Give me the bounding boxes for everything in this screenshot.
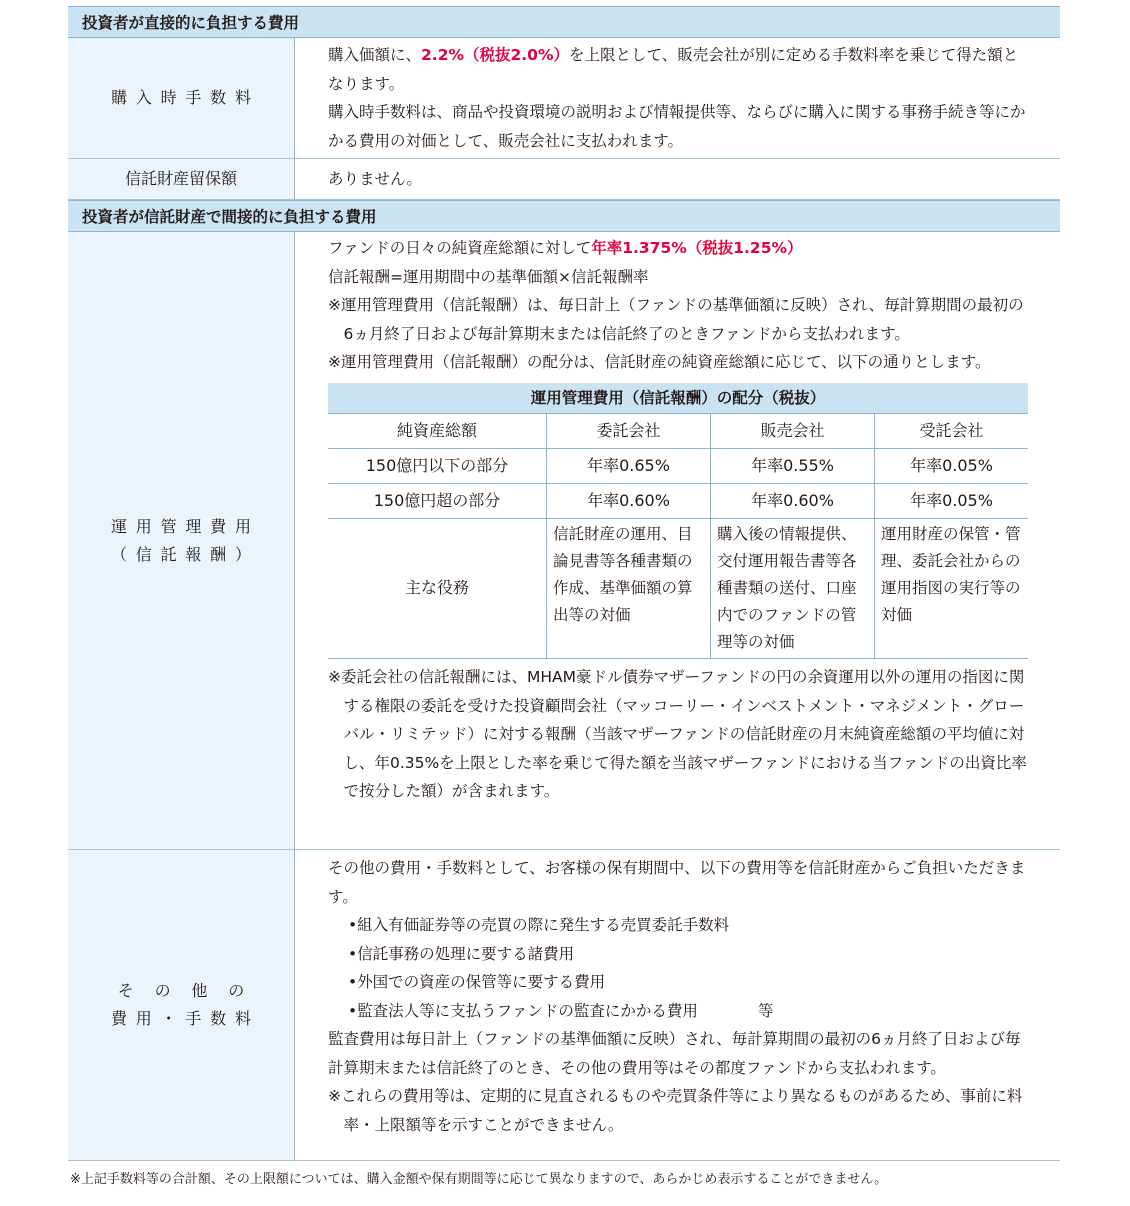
mgmt-fee-note3: ※委託会社の信託報酬には、MHAM豪ドル債券マザーファンドの円の余資運用以外の運用の指図に関する権限の委託を受けた投資顧問会社（マッコーリー・インベストメント・マネジメント・グローバル・リミテッド）に対する報酬（当該マザーファンドの信託財産の月末純資産総額の平均値に対し、年0.35%を上限とした率を乗じて得た額を当該マザーファンドにおける当ファンドの出資比率で按分した額）が含まれます。 <box>328 668 1027 800</box>
col-header: 純資産総額 <box>328 414 547 449</box>
mgmt-fee-formula: 信託報酬=運用期間中の基準価額×信託報酬率 <box>328 267 649 286</box>
purchase-fee-pre: 購入価額に、 <box>328 46 422 64</box>
mgmt-fee-line1 <box>328 234 1030 263</box>
table-cell: 年率0.65% <box>547 449 711 484</box>
allocation-header-row <box>328 414 1028 449</box>
roles-row <box>328 519 1028 659</box>
indirect-cost-header: 投資者が信託財産で間接的に負担する費用 <box>68 200 1060 232</box>
footnote: ※上記手数料等の合計額、その上限額については、購入金額や保有期間等に応じて異なりますので、あらかじめ表示することができません。 <box>70 1172 888 1187</box>
list-item: •監査法人等に支払うファンドの監査にかかる費用 <box>348 1001 698 1020</box>
col-header: 販売会社 <box>711 414 875 449</box>
role-distributor: 購入後の情報提供、交付運用報告書等各種書類の送付、口座内でのファンドの管理等の対価 <box>711 519 875 659</box>
fee-document <box>68 6 1060 1161</box>
etc-text: 等 <box>757 1001 774 1020</box>
roles-label: 主な役務 <box>328 519 547 659</box>
role-trustee: 運用財産の保管・管理、委託会社からの運用指図の実行等の対価 <box>875 519 1029 659</box>
other-fee-content <box>295 850 1060 1160</box>
mgmt-fee-note2: ※運用管理費用（信託報酬）の配分は、信託財産の純資産総額に応じて、以下の通りとします。 <box>328 353 991 371</box>
col-header: 委託会社 <box>547 414 711 449</box>
purchase-fee-rate: 2.2%（税抜2.0%） <box>421 46 569 64</box>
table-cell: 年率0.60% <box>711 484 875 519</box>
other-fee-label-line1: その他の <box>117 981 265 1000</box>
other-fee-row <box>68 850 1060 1161</box>
purchase-fee-row <box>68 38 1060 159</box>
allocation-table <box>328 383 1028 660</box>
purchase-fee-line1 <box>328 41 1030 98</box>
mgmt-fee-label-line1: 運用管理費用 <box>110 516 260 536</box>
col-header: 受託会社 <box>875 414 1029 449</box>
retention-content: ありません。 <box>328 169 422 188</box>
list-item: •外国での資産の保管等に要する費用 <box>348 973 606 991</box>
purchase-fee-label-text: 購入時手数料 <box>110 88 260 107</box>
purchase-fee-post: を上限として、販売会社が別に定める手数料率を乗じて得た額となります。 <box>328 46 1019 93</box>
mgmt-fee-rate: 年率1.375%（税抜1.25%） <box>591 239 803 257</box>
purchase-fee-line2: 購入時手数料は、商品や投資環境の説明および情報提供等、ならびに購入に関する事務手続き等にかかる費用の対価として、販売会社に支払われます。 <box>328 103 1026 150</box>
table-cell: 年率0.60% <box>547 484 711 519</box>
table-cell: 150億円超の部分 <box>328 484 547 519</box>
list-item: •信託事務の処理に要する諸費用 <box>348 944 575 963</box>
other-fee-intro: その他の費用・手数料として、お客様の保有期間中、以下の費用等を信託財産からご負担いただきます。 <box>328 859 1026 906</box>
list-item-audit <box>328 997 1030 1026</box>
mgmt-fee-label-line2: （信託報酬） <box>110 544 260 564</box>
table-cell: 年率0.55% <box>711 449 875 484</box>
mgmt-fee-content <box>295 232 1060 849</box>
mgmt-fee-pre: ファンドの日々の純資産総額に対して <box>328 239 592 257</box>
table-cell: 150億円以下の部分 <box>328 449 547 484</box>
audit-text: 監査費用は毎日計上（ファンドの基準価額に反映）され、毎計算期間の最初の6ヵ月終了日および毎計算期末または信託終了のとき、その他の費用等はその都度ファンドから支払われます。 <box>328 1030 1021 1077</box>
purchase-fee-content <box>295 38 1060 158</box>
retention-label <box>68 159 295 199</box>
table-cell: 年率0.05% <box>875 484 1029 519</box>
role-trustor: 信託財産の運用、目論見書等各種書類の作成、基準価額の算出等の対価 <box>547 519 711 659</box>
table-row <box>328 484 1028 519</box>
mgmt-fee-row <box>68 232 1060 850</box>
mgmt-fee-note1: ※運用管理費用（信託報酬）は、毎日計上（ファンドの基準価額に反映）され、毎計算期間の最初の6ヵ月終了日および毎計算期末または信託終了のときファンドから支払われます。 <box>328 296 1024 343</box>
purchase-fee-label <box>68 38 295 158</box>
other-fee-note: ※これらの費用等は、定期的に見直されるものや売買条件等により異なるものがあるため、事前に料率・上限額等を示すことができません。 <box>328 1087 1023 1134</box>
retention-label-text: 信託財産留保額 <box>124 169 237 188</box>
direct-cost-header: 投資者が直接的に負担する費用 <box>68 6 1060 38</box>
table-cell: 年率0.05% <box>875 449 1029 484</box>
retention-row <box>68 159 1060 200</box>
other-fee-label <box>68 850 295 1160</box>
table-row <box>328 449 1028 484</box>
other-fee-label-line2: 費用・手数料 <box>110 1009 260 1028</box>
mgmt-fee-label <box>68 232 295 849</box>
list-item: •組入有価証券等の売買の際に発生する売買委託手数料 <box>348 916 730 934</box>
allocation-caption: 運用管理費用（信託報酬）の配分（税抜） <box>328 383 1028 414</box>
